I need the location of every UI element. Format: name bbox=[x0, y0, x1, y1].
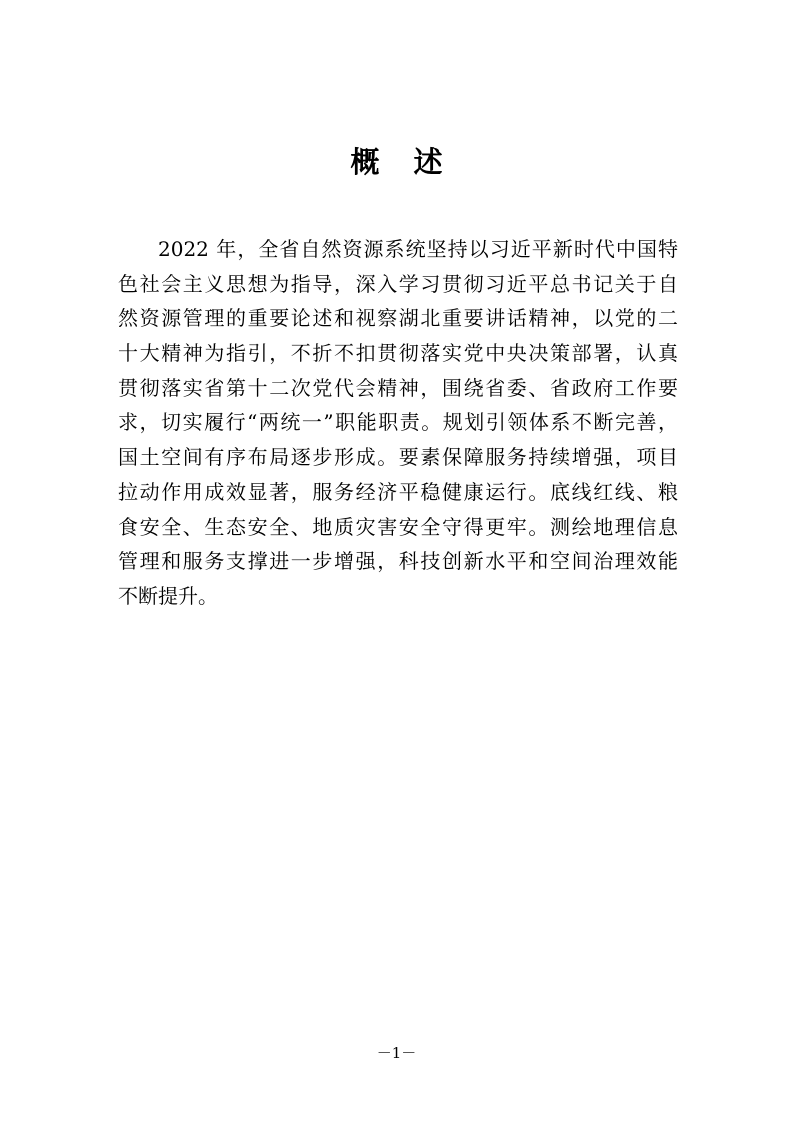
paragraph-line: 然资源管理的重要论述和视察湖北重要讲话精神，以党的二 bbox=[118, 306, 678, 331]
page-number: －1－ bbox=[376, 1044, 417, 1062]
body-paragraph bbox=[118, 232, 678, 614]
page-title: 概述 bbox=[350, 145, 477, 179]
paragraph-line: 求，切实履行“两统一”职能职责。规划引领体系不断完善， bbox=[118, 410, 678, 435]
paragraph-line: 不断提升。 bbox=[118, 583, 218, 608]
paragraph-line: 国土空间有序布局逐步形成。要素保障服务持续增强，项目 bbox=[118, 445, 678, 470]
paragraph-line: 十大精神为指引，不折不扣贯彻落实党中央决策部署，认真 bbox=[118, 341, 678, 366]
paragraph-line: 食安全、生态安全、地质灾害安全守得更牢。测绘地理信息 bbox=[118, 514, 678, 539]
paragraph-line: 贯彻落实省第十二次党代会精神，围绕省委、省政府工作要 bbox=[118, 375, 678, 400]
paragraph-line: 2022 年，全省自然资源系统坚持以习近平新时代中国特 bbox=[158, 237, 678, 261]
paragraph-line: 管理和服务支撑进一步增强，科技创新水平和空间治理效能 bbox=[118, 549, 678, 574]
paragraph-line: 色社会主义思想为指导，深入学习贯彻习近平总书记关于自 bbox=[118, 271, 678, 296]
paragraph-line: 拉动作用成效显著，服务经济平稳健康运行。底线红线、粮 bbox=[118, 479, 678, 504]
